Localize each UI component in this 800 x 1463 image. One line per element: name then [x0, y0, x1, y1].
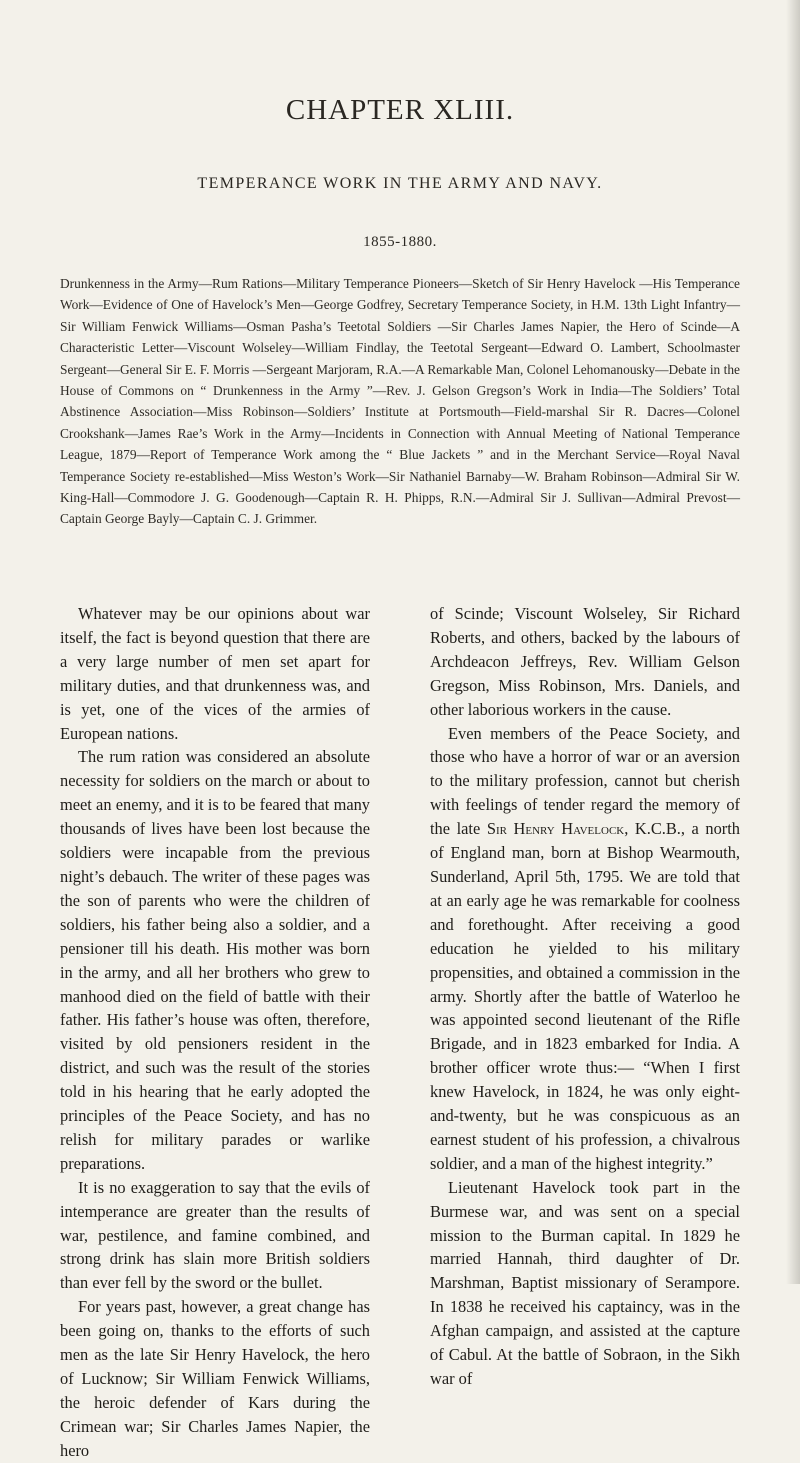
paragraph: It is no exaggeration to say that the evils of intemperance are greater than the results of war, pestilence, and famine combined, and strong drink has slain more British soldiers than ever fell by the sword or the bullet. [60, 1177, 370, 1293]
person-name: Sir Henry Havelock [486, 819, 625, 839]
chapter-summary: Drunkenness in the Army—Rum Rations—Military Temperance Pioneers—Sketch of Sir Henry Havelock —His Temperance Work—Evidence of One of Havelock’s Men—George Godfrey, Secretary Temperance Society, in H.M. 13th Light Infantry—Sir William Fenwick Williams—Osman Pasha’s Teetotal Soldiers —Sir Charles James Napier, the Hero of Scinde—A Characteristic Letter—Viscount Wolseley—William Findlay, the Teetotal Sergeant—Edward O. Lambert, Schoolmaster Sergeant—General Sir E. F. Morris —Sergeant Marjoram, R.A.—A Remarkable Man, Colonel Lehomanousky—Debate in the House of Commons on “ Drunkenness in the Army ”—Rev. J. Gelson Gregson’s Work in India—The Soldiers’ Total Abstinence Association—Miss Robinson—Soldiers’ Institute at Portsmouth—Field-marshal Sir R. Dacres—Colonel Crookshank—James Rae’s Work in the Army—Incidents in Connection with Annual Meeting of National Temperance League, 1879—Report of Temperance Work among the “ Blue Jackets ” and in the Merchant Service—Royal Naval Temperance Society re-established—Miss Weston’s Work—Sir Nathaniel Barnaby—W. Braham Robinson—Admiral Sir W. King-Hall—Commodore J. G. Goodenough—Captain R. H. Phipps, R.N.—Admiral Sir J. Sullivan—Admiral Prevost— Captain George Bayly—Captain C. J. Grimmer. [60, 276, 740, 527]
paragraph: Lieutenant Havelock took part in the Burmese war, and was sent on a special mission to the Burman capital. In 1829 he married Hannah, third daughter of Dr. Marshman, Baptist missionary of Serampore. In 1838 he received his captaincy, was in the Afghan campaign, and assisted at the capture of Cabul. At the battle of Sobraon, in the Sikh war of [430, 1177, 740, 1388]
paragraph-text: Even members of the Peace Society, and those who have a horror of war or an aversion to the military profession, cannot but cherish with feelings of tender regard the memory of the late [430, 723, 740, 839]
paragraph [430, 722, 740, 1176]
left-text-column [60, 602, 370, 1463]
paragraph: The rum ration was considered an absolute necessity for soldiers on the march or about to meet an enemy, and it is to be feared that many thousands of lives have been lost because the soldiers were incapable from the previous night’s debauch. The writer of these pages was the son of parents who were the children of soldiers, his father being also a soldier, and a pensioner till his death. His mother was born in the army, and all her brothers who grew to manhood died on the field of battle with their father. His father’s house was often, therefore, visited by old pensioners resident in the district, and such was the result of the stories told in his hearing that he early adopted the principles of the Peace Society, and has no relish for military parades or warlike preparations. [60, 747, 370, 1173]
chapter-title: TEMPERANCE WORK IN THE ARMY AND NAVY. [197, 175, 603, 192]
page-edge-shadow [786, 0, 800, 1284]
paragraph: For years past, however, a great change has been going on, thanks to the efforts of such men as the late Sir Henry Havelock, the hero of Lucknow; Sir William Fenwick Williams, the heroic defender of Kars during the Crimean war; Sir Charles James Napier, the hero [60, 1297, 370, 1460]
right-text-column [430, 602, 740, 1391]
paragraph: of Scinde; Viscount Wolseley, Sir Richard Roberts, and others, backed by the labours of Archdeacon Jeffreys, Rev. William Gelson Gregson, Miss Robinson, Mrs. Daniels, and other laborious workers in the cause. [430, 604, 740, 719]
date-range: 1855-1880. [363, 234, 437, 250]
paragraph: Whatever may be our opinions about war itself, the fact is beyond question that there are a very large number of men set apart for military duties, and that drunkenness was, and is yet, one of the vices of the armies of European nations. [60, 604, 370, 743]
paragraph-text: , K.C.B., a north of England man, born at Bishop Wearmouth, Sunderland, April 5th, 1795. We are told that at an early age he was remarkable for coolness and forethought. After receiving a good education he yielded to his military propensities, and obtained a commission in the army. Shortly after the battle of Waterloo he was appointed second lieutenant of the Rifle Brigade, and in 1823 embarked for India. A brother officer wrote thus:— “When I first knew Havelock, in 1824, he was only eight-and-twenty, but he was conspicuous as an earnest student of his profession, a chivalrous soldier, and a man of the highest integrity.” [430, 819, 740, 1173]
chapter-heading: CHAPTER XLIII. [285, 94, 515, 126]
